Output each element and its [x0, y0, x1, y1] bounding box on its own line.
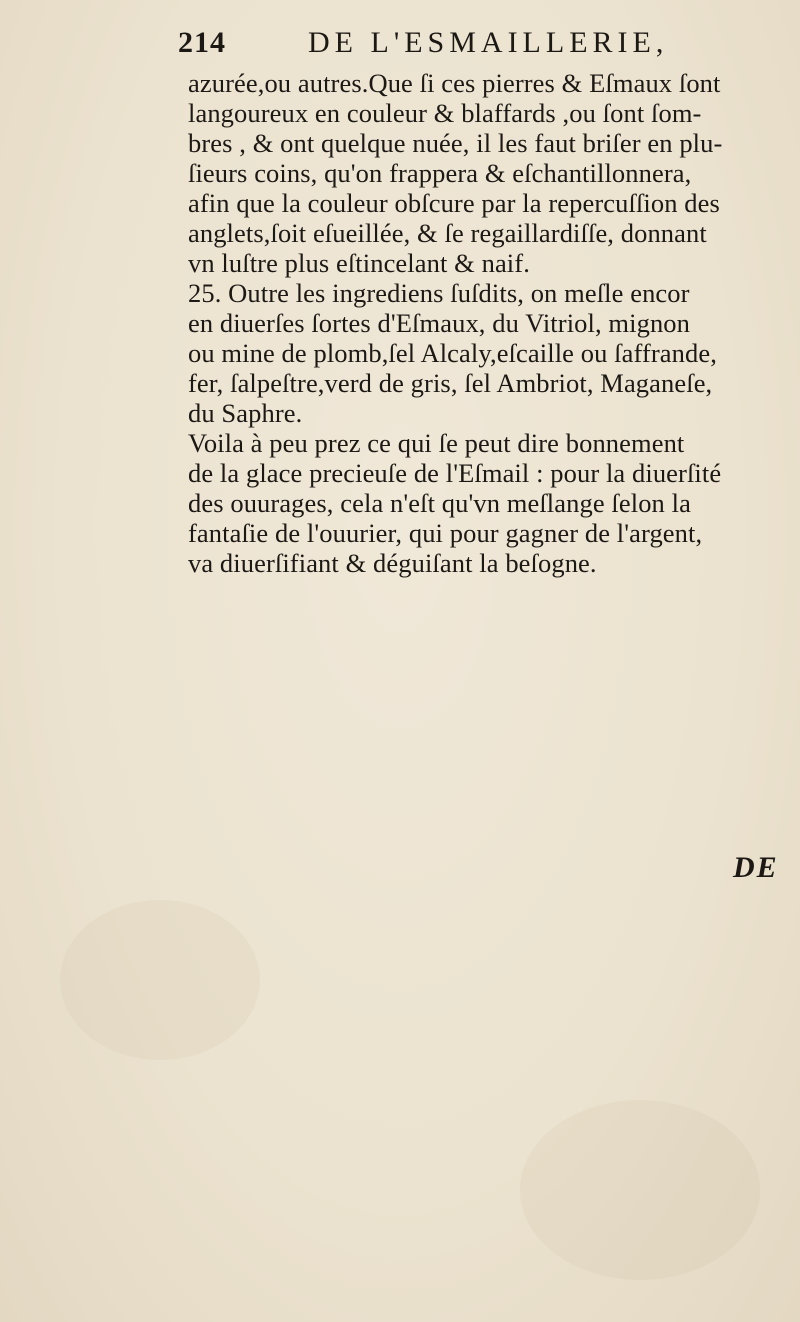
text-line: anglets,ſoit eſueillée, & ſe regaillardiſſe, donnant — [188, 218, 707, 248]
text-line: ſieurs coins, qu'on frappera & eſchantillonnera, — [188, 158, 692, 188]
text-line: va diuerſifiant & déguiſant la beſogne. — [188, 548, 597, 578]
text-line: du Saphre. — [188, 398, 303, 428]
text-line: afin que la couleur obſcure par la repercuſſion des — [188, 188, 720, 218]
text-line: 25. Outre les ingrediens ſuſdits, on meſle encor — [188, 278, 690, 308]
text-line: en diuerſes ſortes d'Eſmaux, du Vitriol, mignon — [188, 308, 690, 338]
catchword: DE — [733, 851, 779, 884]
text-line: ou mine de plomb,ſel Alcaly,eſcaille ou ſaffrande, — [188, 338, 717, 368]
text-line: Voila à peu prez ce qui ſe peut dire bonnement — [188, 428, 685, 458]
text-line: fantaſie de l'ouurier, qui pour gagner de l'argent, — [188, 518, 703, 548]
text-line: de la glace precieuſe de l'Eſmail : pour la diuerſité — [188, 458, 722, 488]
text-line: langoureux en couleur & blaffards ,ou ſont ſom- — [188, 98, 702, 128]
text-line: vn luſtre plus eſtincelant & naif. — [188, 248, 530, 278]
paper-stain — [60, 900, 260, 1060]
text-line: bres , & ont quelque nuée, il les faut briſer en plu- — [188, 128, 723, 158]
text-line: des ouurages, cela n'eſt qu'vn meſlange ſelon la — [188, 488, 691, 518]
text-line: fer, ſalpeſtre,verd de gris, ſel Ambriot, Maganeſe, — [188, 368, 713, 398]
page-number: 214 — [178, 26, 226, 59]
page-header — [178, 22, 788, 68]
text-line: azurée,ou autres.Que ſi ces pierres & Eſmaux ſont — [188, 68, 721, 98]
body-text — [188, 68, 788, 578]
running-head: DE L'ESMAILLERIE, — [308, 26, 669, 59]
paper-stain — [520, 1100, 760, 1280]
